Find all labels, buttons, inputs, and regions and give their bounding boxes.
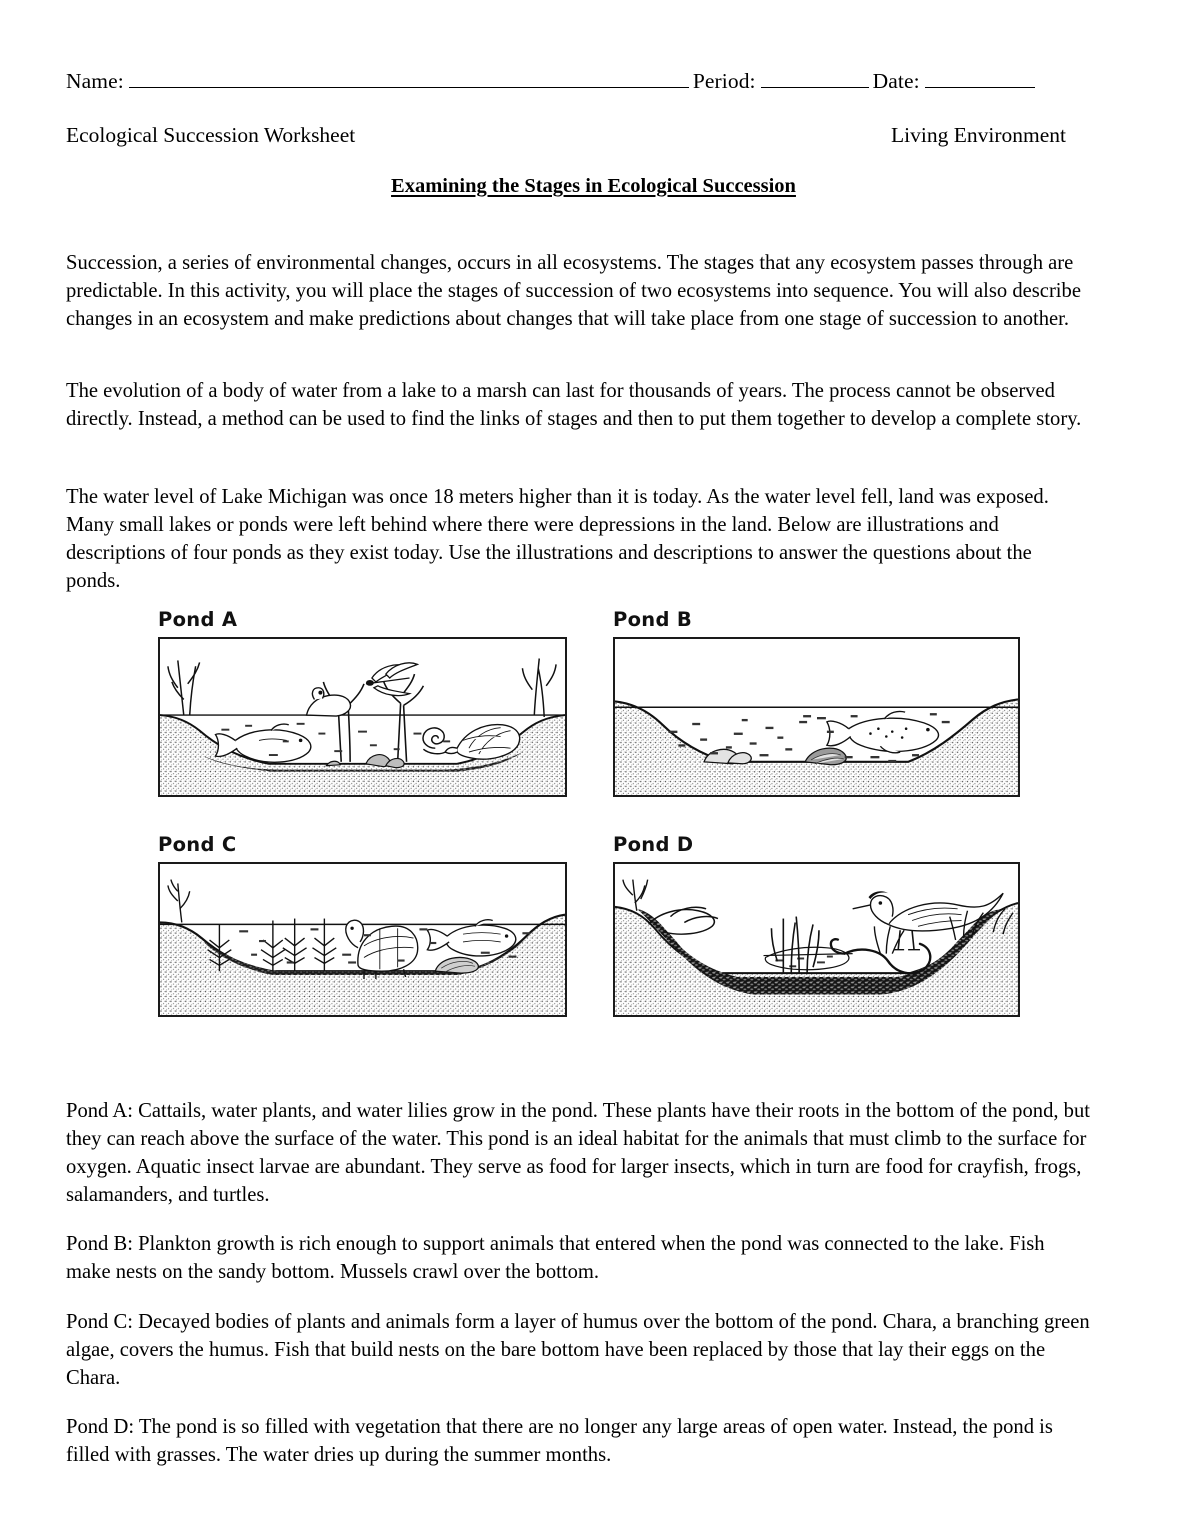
date-label: Date:: [872, 69, 920, 93]
description-pond-d: Pond D: The pond is so filled with vegetation that there are no longer any large areas of open water. Instead, the pond is filled with grasses. The water dries up during the summer months.: [66, 1415, 1053, 1466]
figure-label-pond-c: Pond C: [158, 833, 237, 856]
pond-a-dragonfly: [366, 663, 417, 696]
page-title-text: Examining the Stages in Ecological Succession: [391, 175, 796, 197]
figure-label-pond-b: Pond B: [613, 608, 692, 631]
figure-box-pond-d: [613, 862, 1020, 1017]
pond-b-fish: [827, 711, 939, 752]
student-info-row: [66, 68, 1066, 94]
pond-a-cattails-left: [168, 660, 200, 715]
period-label: Period:: [692, 69, 756, 93]
intro-paragraph-1: Succession, a series of environmental changes, occurs in all ecosystems. The stages that any ecosystem passes through are predictable. In this activity, you will place the stages of succession of two ecosystems into sequence. You will also describe changes in an ecosystem and make predictions about changes that will take place from one stage of succession to another.: [66, 251, 1081, 331]
figure-box-pond-a: [158, 637, 567, 797]
intro-paragraph-2: The evolution of a body of water from a lake to a marsh can last for thousands of years. The process cannot be observed directly. Instead, a method can be used to find the links of stages and then to put them together to develop a complete story.: [66, 379, 1082, 430]
worksheet-title: Ecological Succession Worksheet: [66, 123, 356, 147]
figure-label-pond-d: Pond D: [613, 833, 694, 856]
description-pond-c: Pond C: Decayed bodies of plants and animals form a layer of humus over the bottom of the pond. Chara, a branching green algae, covers the humus. Fish that build nests on the bare bottom have been replaced by those that lay their eggs on the Chara.: [66, 1310, 1090, 1390]
pond-illustrations: [0, 600, 1187, 1040]
description-pond-a: Pond A: Cattails, water plants, and water lilies grow in the pond. These plants have their roots in the bottom of the pond, but they can reach above the surface of the water. This pond is an ideal habitat for the animals that must climb to the surface for oxygen. Aquatic insect larvae are abundant. They serve as food for larger insects, which in turn are food for crayfish, frogs, salamanders, and turtles.: [66, 1099, 1090, 1207]
pond-b-substrate: [615, 699, 1018, 795]
pond-b-drawing: [615, 639, 1018, 795]
figure-box-pond-b: [613, 637, 1020, 797]
pond-d-drawing: [615, 864, 1018, 1015]
intro-paragraph-3: The water level of Lake Michigan was once 18 meters higher than it is today. As the water level fell, land was exposed. Many small lakes or ponds were left behind where there were depressions in the land. Below are illustrations and descriptions of four ponds as they exist today. Use the illustrations and descriptions to answer the questions about the ponds.: [66, 485, 1049, 593]
page-title: [0, 174, 1187, 198]
name-blank[interactable]: [129, 71, 689, 88]
pond-a-frog: [307, 688, 351, 716]
figure-label-pond-a: Pond A: [158, 608, 238, 631]
pond-a-snail: [423, 728, 445, 754]
pond-a-emergent-plants: [323, 674, 423, 762]
date-blank[interactable]: [925, 71, 1035, 88]
figure-box-pond-c: [158, 862, 567, 1017]
name-label: Name:: [66, 69, 124, 93]
pond-a-turtle: [445, 725, 519, 760]
pond-c-mussel: [435, 957, 478, 973]
worksheet-subheader: [66, 122, 1066, 148]
figure-pond-c: [158, 833, 567, 1017]
pond-a-cattails-right: [522, 659, 556, 718]
figure-pond-a: [158, 608, 567, 797]
pond-c-bank-plant: [168, 880, 190, 923]
pond-a-drawing: [160, 639, 565, 795]
pond-d-bank-plant: [623, 880, 648, 911]
pond-c-fish: [427, 920, 515, 956]
pond-c-drawing: [160, 864, 565, 1015]
figure-pond-d: [613, 833, 1020, 1017]
description-pond-b: Pond B: Plankton growth is rich enough to support animals that entered when the pond was connected to the lake. Fish make nests on the sandy bottom. Mussels crawl over the bottom.: [66, 1232, 1045, 1283]
course-name: Living Environment: [891, 123, 1066, 147]
figure-pond-b: [613, 608, 1020, 797]
period-blank[interactable]: [761, 71, 869, 88]
